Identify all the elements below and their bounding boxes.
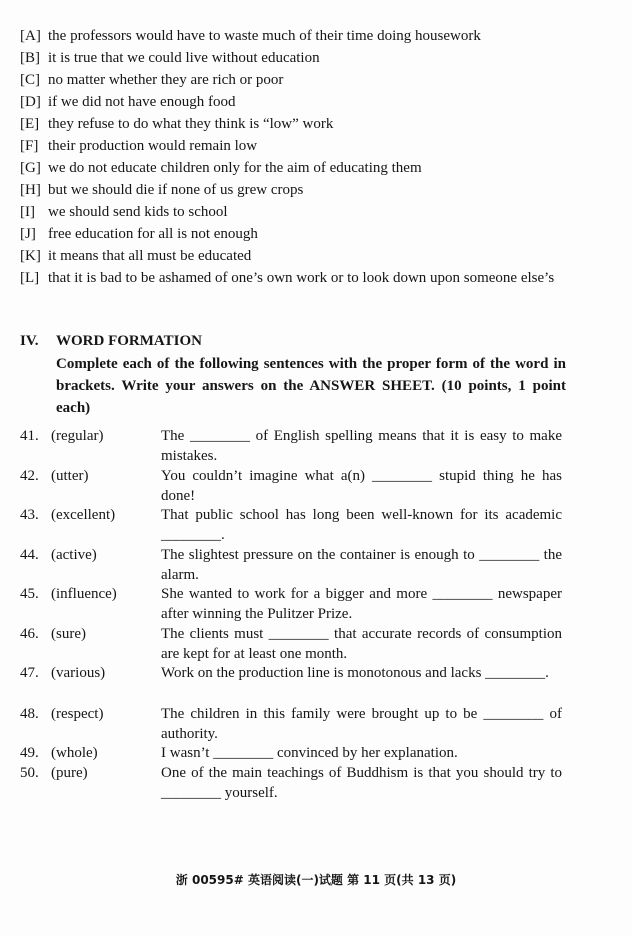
option-text: it is true that we could live without education (48, 50, 320, 66)
question-sentence: That public school has long been well-known for its academic ________. (161, 507, 562, 543)
option-text: if we did not have enough food (48, 94, 236, 110)
option-text: that it is bad to be ashamed of one’s own work or to look down upon someone else’s (48, 270, 555, 286)
section-title: WORD FORMATION (56, 333, 202, 349)
option-label: [G] (20, 160, 41, 176)
question-word: (regular) (51, 428, 104, 444)
section-heading (20, 331, 202, 351)
option-text: it means that all must be educated (48, 248, 252, 264)
option-text: their production would remain low (48, 138, 258, 154)
option-label: [F] (20, 138, 39, 154)
option-item (20, 245, 580, 267)
question-sentence: The slightest pressure on the container is enough to ________ the alarm. (161, 547, 562, 583)
question-number: 48. (20, 706, 39, 722)
option-label: [B] (20, 50, 40, 66)
question-word: (sure) (51, 626, 86, 642)
question-sentence: She wanted to work for a bigger and more ________ newspaper after winning the Pulitzer Prize. (161, 586, 562, 622)
option-label: [H] (20, 182, 41, 198)
option-item (20, 223, 580, 245)
option-text: they refuse to do what they think is “low” work (48, 116, 334, 132)
question-sentence: Work on the production line is monotonous and lacks ________. (161, 665, 549, 681)
option-label: [K] (20, 248, 41, 264)
question-number: 42. (20, 468, 39, 484)
options-list (20, 25, 580, 311)
option-label: [I] (20, 204, 35, 220)
question-word: (respect) (51, 706, 104, 722)
option-text: we do not educate children only for the aim of educating them (48, 160, 422, 176)
question-sentence: I wasn’t ________ convinced by her explanation. (161, 745, 458, 761)
question-number: 50. (20, 765, 39, 781)
question-word: (pure) (51, 765, 88, 781)
option-label: [D] (20, 94, 41, 110)
question-number: 47. (20, 665, 39, 681)
option-item (20, 91, 580, 113)
question-number: 43. (20, 507, 39, 523)
question-word: (active) (51, 547, 97, 563)
question-sentence: The children in this family were brought up to be ________ of authority. (161, 706, 562, 742)
question-word: (whole) (51, 745, 98, 761)
option-item (20, 25, 580, 47)
question-word: (influence) (51, 586, 117, 602)
option-item (20, 113, 580, 135)
question-word: (utter) (51, 468, 89, 484)
question-number: 44. (20, 547, 39, 563)
question-sentence: The clients must ________ that accurate records of consumption are kept for at least one month. (161, 626, 562, 662)
option-label: [E] (20, 116, 40, 132)
question-sentence: The ________ of English spelling means that it is easy to make mistakes. (161, 428, 562, 464)
question-word: (various) (51, 665, 106, 681)
option-label: [C] (20, 72, 40, 88)
option-label: [A] (20, 28, 41, 44)
option-item (20, 69, 580, 91)
option-text: but we should die if none of us grew crops (48, 182, 304, 198)
option-text: no matter whether they are rich or poor (48, 72, 284, 88)
question-number: 46. (20, 626, 39, 642)
option-text: the professors would have to waste much of their time doing housework (48, 28, 481, 44)
option-item (20, 135, 580, 157)
section-instruction: Complete each of the following sentences with the proper form of the word in brackets. Write your answers on the ANSWER SHEET. (10 points, 1 point each) (56, 356, 566, 416)
option-label: [L] (20, 270, 40, 286)
option-item (20, 201, 580, 223)
option-label: [J] (20, 226, 36, 242)
question-number: 49. (20, 745, 39, 761)
option-item (20, 267, 580, 311)
option-text: free education for all is not enough (48, 226, 258, 242)
question-sentence: You couldn’t imagine what a(n) ________ stupid thing he has done! (161, 468, 562, 504)
question-number: 45. (20, 586, 39, 602)
option-item (20, 157, 580, 179)
section-number: IV. (20, 333, 39, 349)
option-item (20, 47, 580, 69)
page-footer: 浙 00595# 英语阅读(一)试题 第 11 页(共 13 页) (175, 873, 457, 887)
question-sentence: One of the main teachings of Buddhism is that you should try to ________ yourself. (161, 765, 562, 801)
option-text: we should send kids to school (48, 204, 228, 220)
option-item (20, 179, 580, 201)
question-word: (excellent) (51, 507, 116, 523)
question-number: 41. (20, 428, 39, 444)
